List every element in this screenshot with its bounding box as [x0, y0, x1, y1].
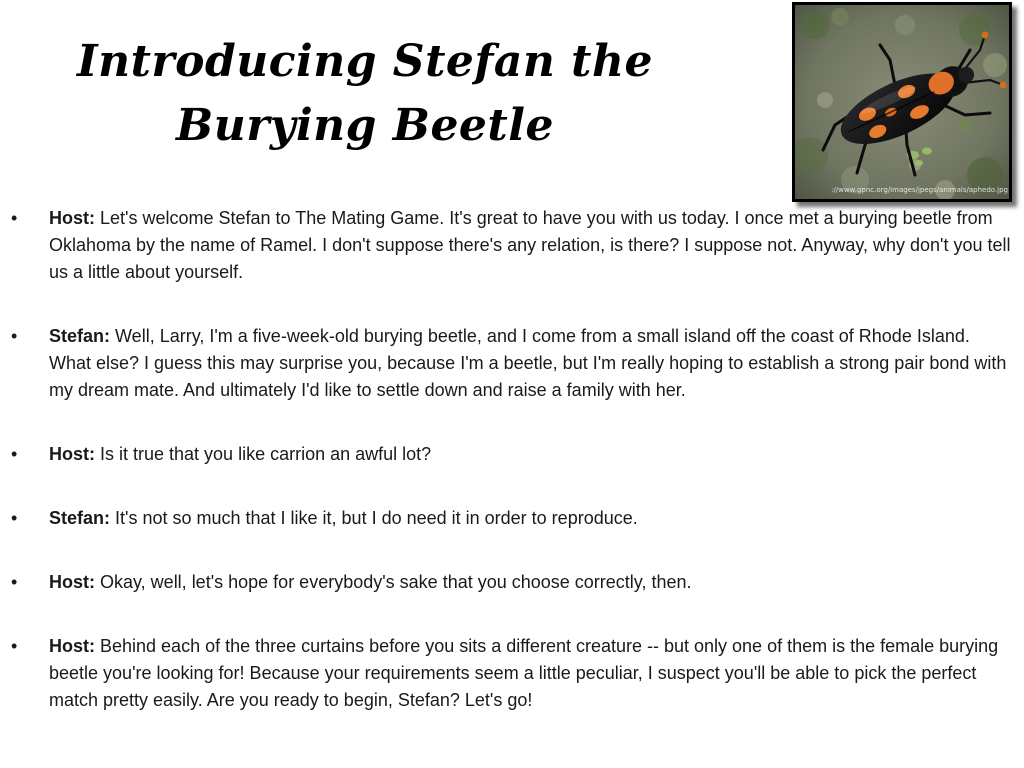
photo-source-caption: ://www.gpnc.org/images/jpegs/animals/aphedo.jpg: [831, 186, 1008, 194]
bullet-icon: •: [11, 572, 18, 592]
dialogue-item: [10, 205, 1014, 286]
speaker-label: Host:: [49, 572, 100, 592]
dialogue-item: [10, 441, 1014, 468]
bullet-icon: •: [11, 508, 18, 528]
dialogue-item: [10, 505, 1014, 532]
dialogue-item: [10, 569, 1014, 596]
dialogue-text: Is it true that you like carrion an awful lot?: [100, 444, 432, 464]
slide-title: [60, 30, 670, 158]
dialogue-text: Behind each of the three curtains before you sits a different creature -- but only one of them is the female burying beetle you're looking for! Because your requirements seem a little peculiar, I suspect you'll be able to pick the perfect match pretty easily. Are you ready to begin, Stefan? Let's go!: [49, 636, 999, 710]
dialogue-text: Well, Larry, I'm a five-week-old burying beetle, and I come from a small island off the coast of Rhode Island. What else? I guess this may surprise you, because I'm a beetle, but I'm really hoping to establish a strong pair bond with my dream mate. And ultimately I'd like to settle down and raise a family with her.: [49, 326, 1007, 400]
dialogue-text: Okay, well, let's hope for everybody's sake that you choose correctly, then.: [100, 572, 692, 592]
speaker-label: Stefan:: [49, 508, 116, 528]
bullet-icon: •: [11, 326, 18, 346]
dialogue-text: It's not so much that I like it, but I do need it in order to reproduce.: [115, 508, 638, 528]
bullet-icon: •: [11, 208, 18, 228]
title-line-1: Introducing Stefan the: [77, 36, 653, 87]
beetle-photo: [792, 2, 1012, 202]
bullet-icon: •: [11, 444, 18, 464]
dialogue-item: [10, 633, 1014, 714]
speaker-label: Host:: [49, 636, 100, 656]
beetle-image: [795, 5, 1009, 199]
title-line-2: Burying Beetle: [176, 100, 554, 151]
speaker-label: Host:: [49, 444, 100, 464]
bullet-icon: •: [11, 636, 18, 656]
speaker-label: Host:: [49, 208, 100, 228]
speaker-label: Stefan:: [49, 326, 116, 346]
dialogue-text: Let's welcome Stefan to The Mating Game. It's great to have you with us today. I once met a burying beetle from Oklahoma by the name of Ramel. I don't suppose there's any relation, is there? I suppose not. Anyway, why don't you tell us a little about yourself.: [49, 208, 1011, 282]
dialogue-item: [10, 323, 1014, 404]
dialogue-list: [10, 205, 1014, 714]
